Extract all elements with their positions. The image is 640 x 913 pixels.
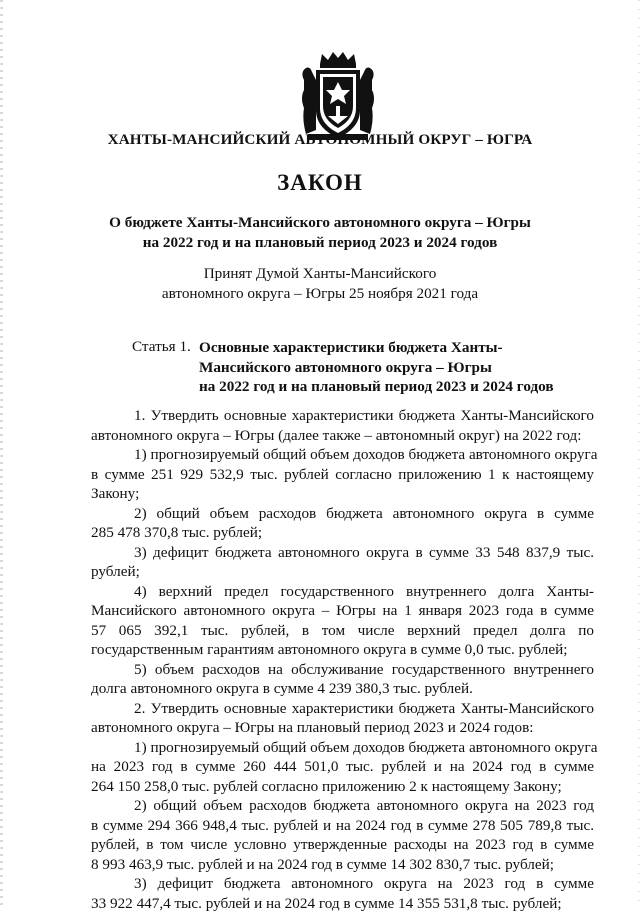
body-line: 1) прогнозируемый общий объем доходов бюджета автономного округа: [91, 738, 594, 758]
body-line: 264 150 258,0 тыс. рублей согласно приложению 2 к настоящему Закону;: [91, 777, 594, 797]
body-line: 1) прогнозируемый общий объем доходов бюджета автономного округа: [91, 445, 594, 465]
coat-of-arms-icon: [298, 50, 378, 142]
body-line: 5) объем расходов на обслуживание государственного внутреннего: [91, 660, 594, 680]
body-line: автономного округа – Югры (далее также – автономный округ) на 2022 год:: [91, 426, 594, 446]
body-line: в сумме 251 929 532,9 тыс. рублей согласно приложению 1 к настоящему: [91, 465, 594, 485]
adoption-note: [0, 264, 640, 304]
body-line: Закону;: [91, 484, 594, 504]
body-line: 2) общий объем расходов бюджета автономного округа на 2023 год: [91, 796, 594, 816]
body-line: 2. Утвердить основные характеристики бюджета Ханты-Мансийского: [91, 699, 594, 719]
body-line: 2) общий объем расходов бюджета автономного округа в сумме: [91, 504, 594, 524]
body-line: 3) дефицит бюджета автономного округа в сумме 33 548 837,9 тыс.: [91, 543, 594, 563]
adoption-line: Принят Думой Ханты-Мансийского: [0, 264, 640, 284]
body-line: в сумме 294 366 948,4 тыс. рублей и на 2024 год в сумме 278 505 789,8 тыс.: [91, 816, 594, 836]
law-title-line: на 2022 год и на плановый период 2023 и 2024 годов: [0, 233, 640, 253]
document-type: ЗАКОН: [0, 170, 640, 196]
law-title-line: О бюджете Ханты-Мансийского автономного округа – Югры: [0, 213, 640, 233]
body-line: 8 993 463,9 тыс. рублей и на 2024 год в сумме 14 302 830,7 тыс. рублей;: [91, 855, 594, 875]
body-line: долга автономного округа в сумме 4 239 380,3 тыс. рублей.: [91, 679, 594, 699]
body-line: рублей, в том числе условно утвержденные расходы на 2023 год в сумме: [91, 835, 594, 855]
body-line: 33 922 447,4 тыс. рублей и на 2024 год в сумме 14 355 531,8 тыс. рублей;: [91, 894, 594, 913]
body-line: 1. Утвердить основные характеристики бюджета Ханты-Мансийского: [91, 406, 594, 426]
body-line: рублей;: [91, 562, 594, 582]
body-line: государственным гарантиям автономного округа в сумме 0,0 тыс. рублей;: [91, 640, 594, 660]
body-line: автономного округа – Югры на плановый период 2023 и 2024 годов:: [91, 718, 594, 738]
article-title-line: на 2022 год и на плановый период 2023 и 2024 годов: [199, 377, 554, 397]
article-body: [91, 406, 594, 913]
region-name: ХАНТЫ-МАНСИЙСКИЙ АВТОНОМНЫЙ ОКРУГ – ЮГРА: [0, 131, 640, 149]
body-line: Мансийского автономного округа – Югры на 1 января 2023 года в сумме: [91, 601, 594, 621]
body-line: 4) верхний предел государственного внутреннего долга Ханты-: [91, 582, 594, 602]
article-number: Статья 1.: [132, 338, 191, 356]
body-line: 3) дефицит бюджета автономного округа на 2023 год в сумме: [91, 874, 594, 894]
article-title-line: Мансийского автономного округа – Югры: [199, 358, 554, 378]
body-line: на 2023 год в сумме 260 444 501,0 тыс. рублей и на 2024 год в сумме: [91, 757, 594, 777]
adoption-line: автономного округа – Югры 25 ноября 2021 года: [0, 284, 640, 304]
law-title: [0, 213, 640, 253]
article-title: [199, 338, 554, 397]
body-line: 57 065 392,1 тыс. рублей, в том числе верхний предел долга по: [91, 621, 594, 641]
body-line: 285 478 370,8 тыс. рублей;: [91, 523, 594, 543]
article-title-line: Основные характеристики бюджета Ханты-: [199, 338, 554, 358]
